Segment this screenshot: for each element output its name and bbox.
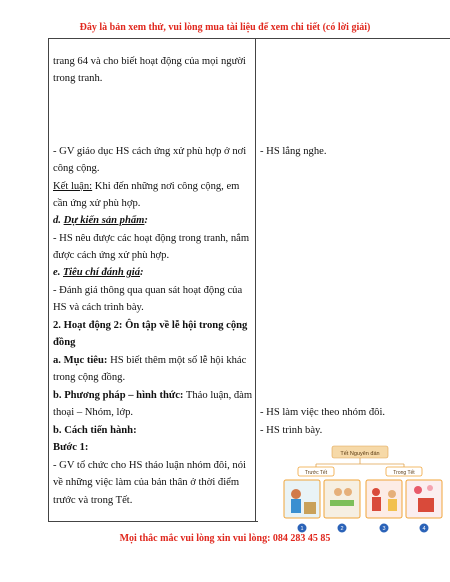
text-line: cần ứng xử phù hợp. [53,198,141,209]
method-text: Thảo luận, đàm [183,390,253,401]
text-line: - HS lắng nghe. [260,146,327,157]
text-line: công cộng. [53,163,100,174]
text-line: trong tranh. [53,73,103,84]
picture-3-figure [388,490,396,498]
text-line: - HS làm việc theo nhóm đôi. [260,407,386,418]
picture-2-object [330,500,354,506]
text-line: trang 64 và cho biết hoạt động của mọi người [53,56,246,67]
conclusion-text: Khi đến những nơi công cộng, em [92,181,240,192]
picture-1-figure [291,489,301,499]
text-line: - HS nêu được các hoạt động trong tranh, nắm [53,233,250,244]
text-line: HS và cách trình bày. [53,302,144,313]
picture-4-blossom [414,486,422,494]
heading-suffix: : [144,215,148,226]
column-divider [255,39,256,521]
text-line: trong cộng đồng. [53,372,126,383]
heading-suffix: : [140,267,144,278]
picture-2-figure [344,488,352,496]
picture-3-figure-body [388,499,397,511]
picture-4-object [418,498,434,512]
number-badge-text: 4 [422,526,426,532]
text-line: thoại – Nhóm, lớp. [53,407,134,418]
text-line: về những việc làm của bản thân ở thời điểm [53,477,240,488]
picture-2-frame [324,480,360,518]
before-tet-label: Trước Tết [304,470,328,476]
tet-festival-illustration [258,442,450,538]
method-label: b. Phương pháp – hình thức: [53,390,184,401]
method-line [53,387,252,404]
picture-3-figure-body [372,497,381,511]
activity-2-heading: 2. Hoạt động 2: Ôn tập về lễ hội trong cộng [53,320,248,331]
text-line: trước và trong Tết. [53,495,133,506]
number-badge-text: 3 [382,526,386,532]
conclusion-line [53,178,239,195]
text-line: - GV giáo dục HS cách ứng xử phù hợp ở nơi [53,146,247,157]
picture-1-object [304,502,316,514]
text-line: - Đánh giá thông qua quan sát hoạt động của [53,285,243,296]
objective-line [53,352,246,369]
picture-2-figure [334,488,342,496]
picture-1-figure-body [291,499,301,513]
conclusion-label: Kết luận: [53,181,93,192]
heading-prefix: d. [53,215,64,226]
number-badge-text: 2 [340,526,344,532]
during-tet-label: Trong Tết [393,470,415,476]
number-badge-text: 1 [300,526,304,532]
procedure-heading: b. Cách tiến hành: [53,425,137,436]
contact-banner: Mọi thắc mắc vui lòng xin vui lòng: 084 283 45 85 [119,533,331,544]
step-1-heading: Bước 1: [53,442,89,453]
text-line: - GV tổ chức cho HS thảo luận nhóm đôi, nói [53,460,246,471]
heading-label: Dự kiến sản phẩm [63,215,145,226]
illustration-title: Tết Nguyên đán [340,451,380,457]
activity-2-heading-cont: đồng [53,337,76,348]
objective-label: a. Mục tiêu: [53,355,108,366]
expected-product-heading [53,212,148,229]
evaluation-criteria-heading [53,264,144,281]
preview-notice-banner: Đây là bản xem thử, vui lòng mua tài liệu để xem chi tiết (có lời giải) [79,22,371,33]
picture-3-figure [372,488,380,496]
heading-prefix: e. [53,267,63,278]
objective-text: HS biết thêm một số lễ hội khác [107,355,247,366]
heading-label: Tiêu chí đánh giá [63,267,141,278]
picture-4-blossom [427,485,433,491]
text-line: được cách ứng xử phù hợp. [53,250,170,261]
text-line: - HS trình bày. [260,425,323,436]
